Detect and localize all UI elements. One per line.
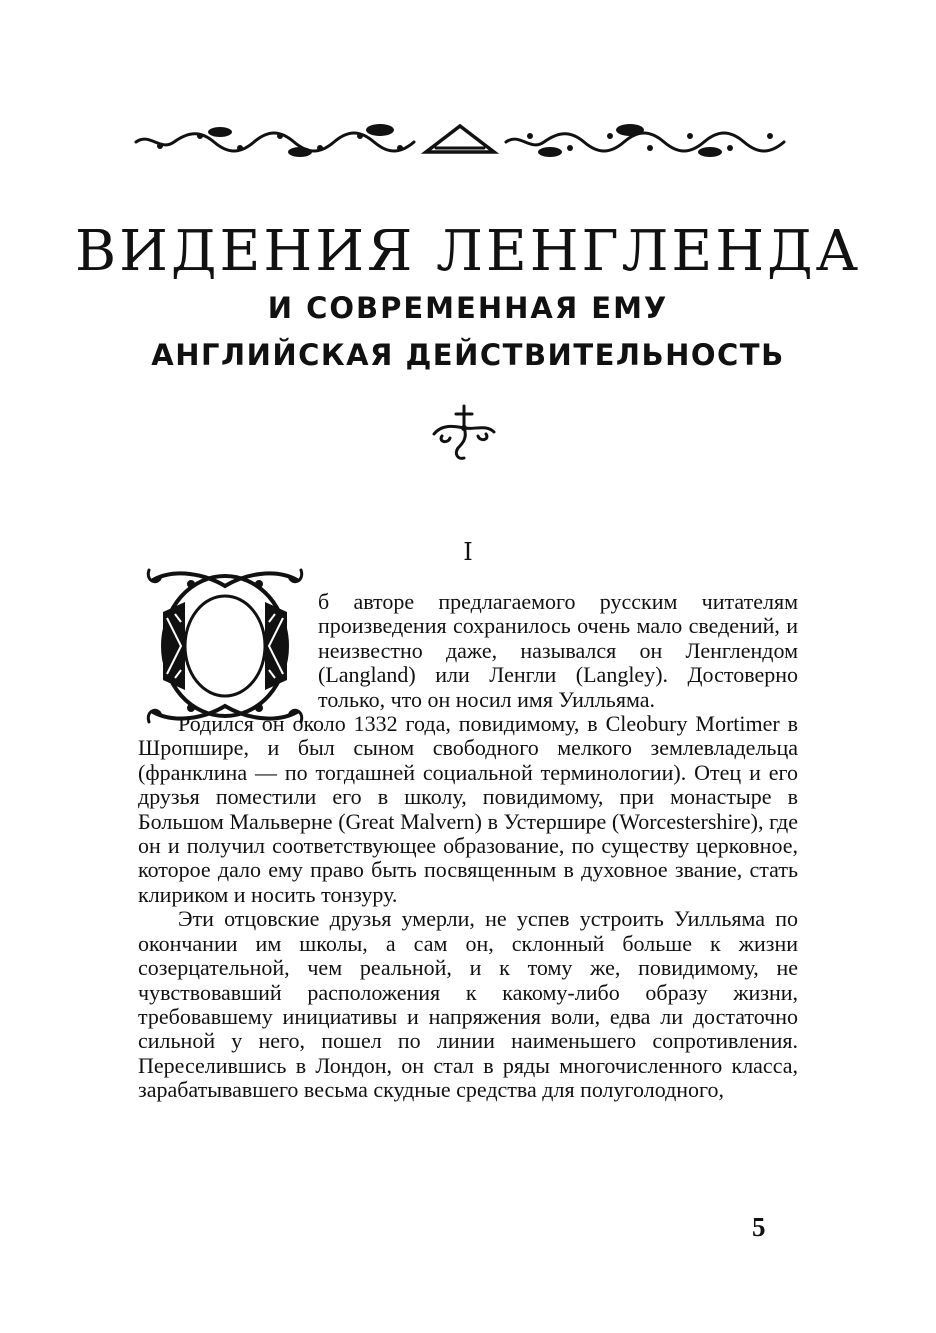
section-number: I [463, 538, 473, 566]
paragraph-1: б авторе предлагаемого русским читателям произведения сохранилось очень мало сведений, и неизвестно даже, назывался он Ленглендом (Langland) или Ленгли (Langley). Достоверно только, что он носил имя Уилльяма. [318, 589, 798, 712]
title-line-3: АНГЛИЙСКАЯ ДЕЙСТВИТЕЛЬНОСТЬ [151, 338, 785, 372]
title-line-1: ВИДЕНИЯ ЛЕНГЛЕНДА [75, 219, 861, 284]
floral-cross-ornament-icon [428, 404, 500, 462]
body-text [138, 590, 798, 1103]
paragraph-2: Родился он около 1332 года, повидимому, в Cleobury Mortimer в Шропшире, и был сыном свободного мелкого землевладельца (франклина — по тогдашней социальной терминологии). Отец и его друзья поместили его в школу, повидимому, при монастыре в Большом Мальверне (Great Malvern) в Устершире (Worcestershire), где он и получил соответствующее образование, по существу церковное, которое дало ему право быть посвященным в духовное звание, стать клириком и носить тонзуру. [138, 711, 798, 907]
page-number: 5 [752, 1212, 766, 1242]
title-line-2: И СОВРЕМЕННАЯ ЕМУ [267, 291, 669, 325]
paragraph-3: Эти отцовские друзья умерли, не успев устроить Уилльяма по окончании им школы, а сам он, склонный больше к жизни созерцательной, чем реальной, и к тому же, повидимому, не чувствовавший расположения к какому-либо образу жизни, требовавшему инициативы и напряжения воли, едва ли достаточно сильной у него, пошел по линии наименьшего сопротивления. Переселившись в Лондон, он стал в ряды многочисленного класса, зарабатывавшего весьма скудные средства для полуголодного, [138, 906, 798, 1103]
floral-ornament-band-icon [130, 118, 790, 162]
